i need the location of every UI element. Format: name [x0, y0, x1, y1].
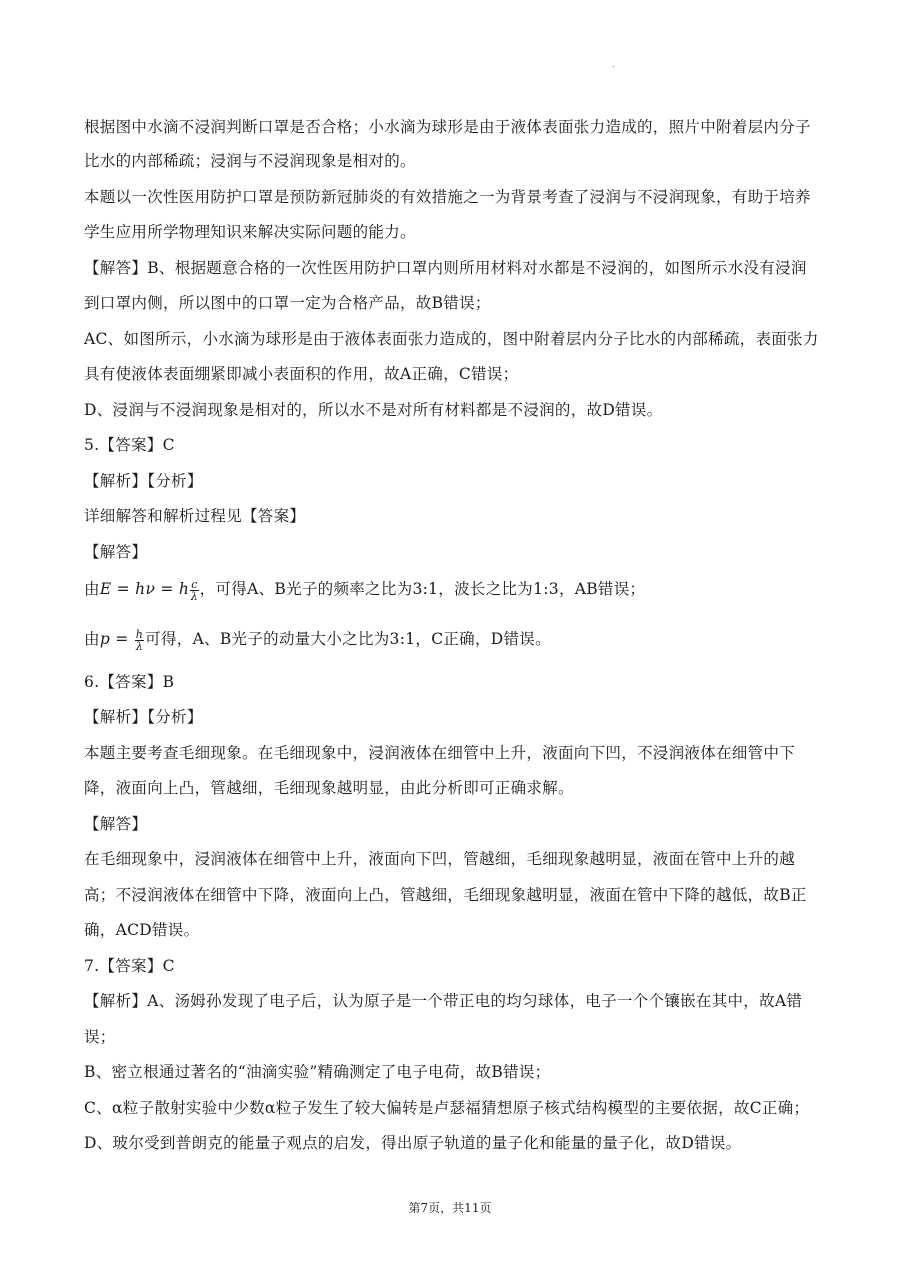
answer-heading: 5.【答案】C [84, 436, 175, 454]
formula-lhs: E = hν = h [99, 580, 190, 598]
formula-line-1 [84, 578, 816, 602]
solution-heading: 【解答】 [84, 815, 148, 833]
text-line: 详细解答和解析过程见【答案】 [84, 507, 306, 525]
solution-heading: 【解答】 [84, 543, 148, 561]
text-line: 根据图中水滴不浸润判断口罩是否合格；小水滴为球形是由于液体表面张力造成的，照片中附着层内分子 [84, 118, 811, 136]
text-line: 【解析】A、汤姆孙发现了电子后，认为原子是一个带正电的均匀球体，电子一个个镶嵌在其中，故A错 [84, 992, 803, 1010]
fraction-numerator: c [191, 577, 198, 591]
fraction [135, 629, 144, 652]
text-line: 本题主要考查毛细现象。在毛细现象中，浸润液体在细管中上升，液面向下凹，不浸润液体在细管中下 [84, 744, 796, 762]
answer-heading: 7.【答案】C [84, 957, 175, 975]
text-line: 本题以一次性医用防护口罩是预防新冠肺炎的有效措施之一为背景考查了浸润与不浸润现象，有助于培养 [84, 188, 811, 206]
text-line: 【解答】B、根据题意合格的一次性医用防护口罩内则所用材料对水都是不浸润的，如图所示水没有浸润 [84, 259, 807, 277]
fraction-denominator: λ [190, 589, 199, 603]
formula-line-2 [84, 628, 816, 652]
text-line: 误； [84, 1028, 116, 1046]
formula-lhs: p = [99, 630, 134, 648]
text-line: C、α粒子散射实验中少数α粒子发生了较大偏转是卢瑟福猜想原子核式结构模型的主要依据，故C正确； [84, 1099, 810, 1117]
text-line: B、密立根通过著名的“油滴实验”精确测定了电子电荷，故B错误； [84, 1063, 551, 1081]
text-line: 比水的内部稀疏；浸润与不浸润现象是相对的。 [84, 152, 416, 170]
text-line: 降，液面向上凸，管越细，毛细现象越明显，由此分析即可正确求解。 [84, 779, 574, 797]
formula-prefix: 由 [84, 630, 100, 648]
analysis-heading: 【解析】【分析】 [84, 708, 203, 726]
text-line: D、浸润与不浸润现象是相对的，所以水不是对所有材料都是不浸润的，故D错误。 [84, 401, 663, 419]
text-line: D、玻尔受到普朗克的能量子观点的启发，得出原子轨道的量子化和能量的量子化，故D错误。 [84, 1134, 742, 1152]
formula-rest: 可得，A、B光子的动量大小之比为3:1，C正确，D错误。 [145, 630, 551, 648]
text-line: 在毛细现象中，浸润液体在细管中上升，液面向下凹，管越细，毛细现象越明显，液面在管中上升的越 [84, 850, 796, 868]
formula-rest: ，可得A、B光子的频率之比为3:1，波长之比为1:3，AB错误； [199, 580, 646, 598]
fraction-denominator: λ [135, 639, 144, 653]
fraction [190, 579, 198, 602]
text-line: 学生应用所学物理知识来解决实际问题的能力。 [84, 223, 416, 241]
text-line: 到口罩内侧，所以图中的口罩一定为合格产品，故B错误； [84, 294, 491, 312]
text-line: 确，ACD错误。 [84, 921, 200, 939]
text-line: 高；不浸润液体在细管中下降，液面向上凸，管越细，毛细现象越明显，液面在管中下降的越低，故B正 [84, 886, 807, 904]
text-line: 具有使液体表面绷紧即减小表面积的作用，故A正确，C错误； [84, 365, 519, 383]
text-line: AC、如图所示，小水滴为球形是由于液体表面张力造成的，图中附着层内分子比水的内部稀疏，表面张力 [84, 330, 819, 348]
analysis-heading: 【解析】【分析】 [84, 472, 203, 490]
answer-heading: 6.【答案】B [84, 673, 175, 691]
fraction-numerator: h [135, 627, 144, 641]
page-footer: 第7页，共11页 [408, 1201, 492, 1215]
formula-prefix: 由 [84, 580, 100, 598]
header-mark: . [612, 60, 615, 69]
